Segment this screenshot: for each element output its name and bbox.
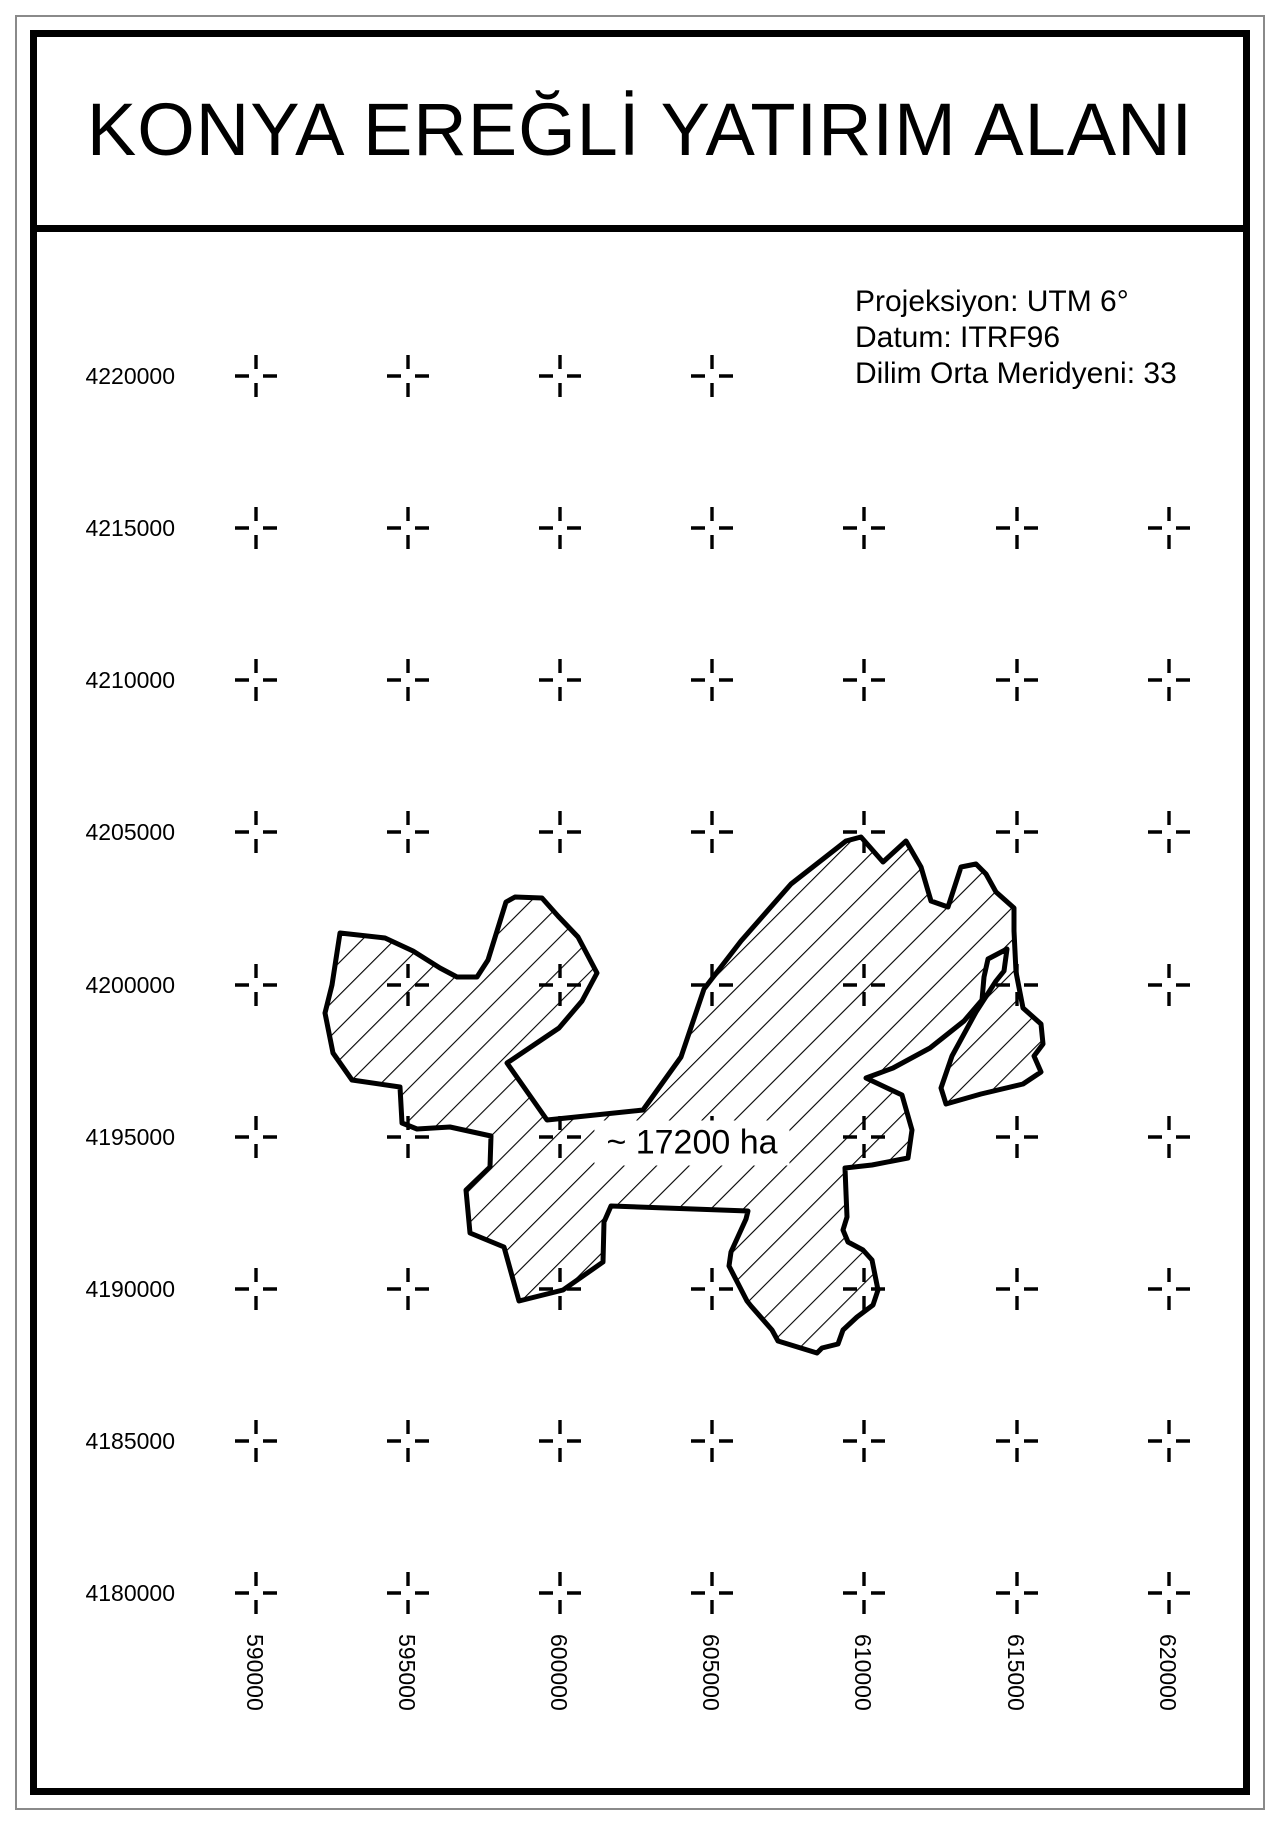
grid-cross-icon (387, 507, 429, 549)
grid-cross-icon (843, 1572, 885, 1614)
y-axis-label: 4220000 (85, 363, 175, 389)
x-axis-label: 605000 (698, 1634, 724, 1711)
grid-cross-icon (539, 1572, 581, 1614)
grid-cross-icon (691, 355, 733, 397)
x-axis-label: 610000 (850, 1634, 876, 1711)
grid-cross-icon (691, 811, 733, 853)
x-axis-label: 600000 (546, 1634, 572, 1711)
grid-cross-icon (235, 811, 277, 853)
grid-cross-icon (539, 659, 581, 701)
grid-cross-icon (996, 1572, 1038, 1614)
grid-cross-icon (1148, 659, 1190, 701)
grid-cross-icon (1148, 1420, 1190, 1462)
grid-cross-icon (843, 507, 885, 549)
map-title: KONYA EREĞLİ YATIRIM ALANI (86, 88, 1194, 171)
grid-cross-icon (996, 507, 1038, 549)
x-axis-label: 620000 (1155, 1634, 1181, 1711)
investment-area-polygon (325, 837, 1043, 1353)
y-axis-label: 4200000 (85, 972, 175, 998)
y-axis-label: 4190000 (85, 1276, 175, 1302)
grid-cross-icon (1148, 1572, 1190, 1614)
grid-cross-icon (1148, 1268, 1190, 1310)
grid-cross-icon (235, 1116, 277, 1158)
grid-cross-icon (387, 1572, 429, 1614)
y-axis-label: 4185000 (85, 1428, 175, 1454)
grid-cross-icon (691, 1268, 733, 1310)
grid-cross-icon (235, 964, 277, 1006)
grid-cross-icon (387, 659, 429, 701)
area-label: ~ 17200 ha (594, 1121, 789, 1166)
grid-cross-icon (691, 1420, 733, 1462)
grid-cross-icon (539, 507, 581, 549)
x-axis-label: 615000 (1003, 1634, 1029, 1711)
grid-cross-icon (387, 1268, 429, 1310)
grid-cross-icon (691, 1572, 733, 1614)
grid-cross-icon (843, 1420, 885, 1462)
grid-cross-icon (539, 355, 581, 397)
x-axis-label: 590000 (242, 1634, 268, 1711)
projection-info (855, 284, 1177, 392)
grid-cross-icon (843, 659, 885, 701)
central-meridian-line: Dilim Orta Meridyeni: 33 (855, 357, 1177, 390)
grid-cross-icon (996, 811, 1038, 853)
x-axis-label: 595000 (394, 1634, 420, 1711)
grid-cross-icon (387, 355, 429, 397)
grid-cross-icon (996, 1420, 1038, 1462)
datum-line: Datum: ITRF96 (855, 321, 1061, 354)
y-axis-label: 4210000 (85, 667, 175, 693)
grid-cross-icon (691, 659, 733, 701)
grid-cross-icon (235, 659, 277, 701)
y-axis-label: 4195000 (85, 1124, 175, 1150)
grid-cross-icon (1148, 811, 1190, 853)
y-axis-label: 4205000 (85, 819, 175, 845)
grid-cross-icon (1148, 1116, 1190, 1158)
y-axis-label: 4215000 (85, 515, 175, 541)
grid-cross-icon (235, 507, 277, 549)
grid-cross-icon (996, 1268, 1038, 1310)
grid-cross-icon (1148, 964, 1190, 1006)
grid-cross-icon (235, 1572, 277, 1614)
grid-cross-icon (387, 1420, 429, 1462)
grid-cross-icon (539, 1420, 581, 1462)
grid-cross-icon (1148, 507, 1190, 549)
grid-cross-icon (996, 1116, 1038, 1158)
grid-cross-icon (235, 1420, 277, 1462)
grid-cross-icon (996, 659, 1038, 701)
grid-cross-icon (235, 1268, 277, 1310)
y-axis-label: 4180000 (85, 1580, 175, 1606)
grid-cross-icon (235, 355, 277, 397)
grid-cross-icon (387, 811, 429, 853)
grid-cross-icon (539, 811, 581, 853)
grid-cross-icon (691, 507, 733, 549)
projection-line: Projeksiyon: UTM 6° (855, 285, 1129, 318)
